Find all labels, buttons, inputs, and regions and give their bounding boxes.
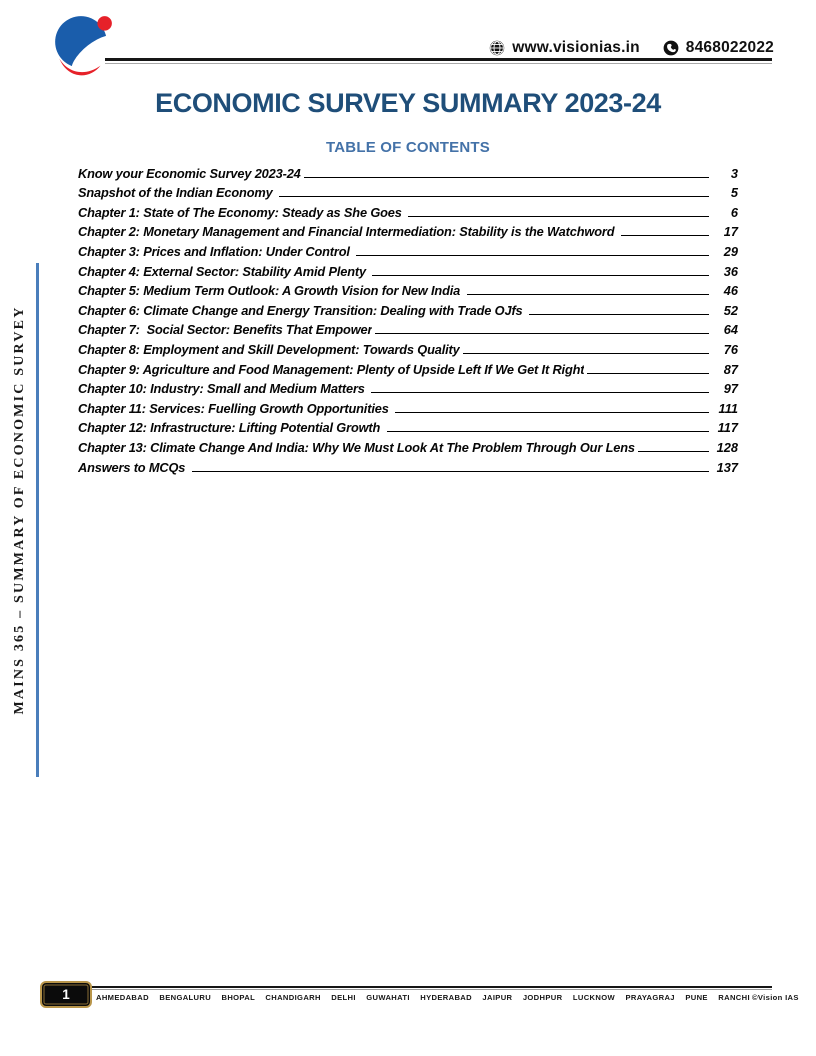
toc-leader-line — [304, 177, 709, 178]
toc-entry[interactable] — [78, 435, 738, 455]
toc-entry-label[interactable]: Chapter 3: Prices and Inflation: Under Control — [78, 243, 354, 259]
toc-entry-page: 17 — [723, 224, 738, 240]
toc-entry-label[interactable]: Chapter 2: Monetary Management and Financial Intermediation: Stability is the Watchword — [78, 224, 618, 240]
page-number: 1 — [62, 987, 70, 1002]
sidebar-vertical-line — [36, 263, 39, 777]
toc-leader-line — [372, 275, 709, 276]
toc-entry[interactable] — [78, 396, 738, 416]
toc-leader-line — [408, 216, 709, 217]
header-contact — [489, 39, 774, 57]
toc-entry-page: 111 — [718, 400, 738, 416]
toc-leader-line — [192, 471, 709, 472]
toc-entry[interactable] — [78, 220, 738, 240]
toc-entry-label[interactable]: Chapter 13: Climate Change And India: Why We Must Look At The Problem Through Our Lens — [78, 439, 635, 455]
toc-entry-label[interactable]: Snapshot of the Indian Economy — [78, 185, 276, 201]
toc-entry[interactable] — [78, 318, 738, 338]
toc-entry-label[interactable]: Chapter 11: Services: Fuelling Growth Opportunities — [78, 400, 393, 416]
toc-entry-page: 29 — [723, 243, 738, 259]
phone-text[interactable]: 8468022022 — [685, 39, 774, 56]
toc-entry-page: 128 — [716, 439, 738, 455]
toc-leader-line — [621, 235, 709, 236]
table-of-contents — [78, 161, 738, 475]
toc-leader-line — [587, 373, 709, 374]
toc-leader-line — [529, 314, 709, 315]
toc-entry-page: 87 — [723, 361, 738, 377]
toc-leader-line — [279, 196, 709, 197]
toc-leader-line — [467, 294, 709, 295]
vision-ias-logo — [54, 12, 112, 78]
toc-entry-label[interactable]: Chapter 5: Medium Term Outlook: A Growth Vision for New India — [78, 283, 464, 299]
header-divider — [105, 58, 772, 64]
page-title: ECONOMIC SURVEY SUMMARY 2023-24 — [155, 88, 661, 118]
globe-icon — [489, 40, 505, 56]
toc-entry[interactable] — [78, 259, 738, 279]
toc-entry[interactable] — [78, 416, 738, 436]
phone-group[interactable] — [663, 39, 774, 57]
toc-leader-line — [463, 353, 709, 354]
toc-entry[interactable] — [78, 200, 738, 220]
toc-heading: TABLE OF CONTENTS — [326, 139, 490, 156]
toc-entry-label[interactable]: Chapter 9: Agriculture and Food Management: Plenty of Upside Left If We Get It Right — [78, 361, 585, 377]
toc-entry-page: 46 — [723, 283, 738, 299]
toc-entry-page: 36 — [723, 263, 738, 279]
toc-entry-page: 6 — [730, 204, 738, 220]
toc-entry-label[interactable]: Know your Economic Survey 2023-24 — [78, 165, 301, 181]
toc-entry[interactable] — [78, 298, 738, 318]
toc-leader-line — [371, 392, 709, 393]
sidebar-vertical-text: MAINS 365 – SUMMARY OF ECONOMIC SURVEY — [12, 305, 27, 715]
toc-entry[interactable] — [78, 455, 738, 475]
copyright-text: ©Vision IAS — [751, 993, 799, 1002]
toc-leader-line — [395, 412, 709, 413]
toc-entry[interactable] — [78, 161, 738, 181]
toc-entry-label[interactable]: Chapter 6: Climate Change and Energy Transition: Dealing with Trade OJfs — [78, 302, 526, 318]
footer-cities — [96, 993, 799, 1002]
toc-entry[interactable] — [78, 181, 738, 201]
toc-entry-page: 97 — [723, 381, 738, 397]
toc-entry-page: 117 — [717, 420, 738, 436]
toc-entry-label[interactable]: Chapter 8: Employment and Skill Development: Towards Quality — [78, 341, 460, 357]
toc-entry-page: 5 — [730, 185, 738, 201]
website-text[interactable]: www.visionias.in — [512, 39, 640, 56]
toc-leader-line — [387, 431, 709, 432]
toc-entry[interactable] — [78, 357, 738, 377]
toc-leader-line — [356, 255, 709, 256]
page-number-badge — [40, 981, 92, 1008]
toc-entry-label[interactable]: Chapter 7: Social Sector: Benefits That Empower — [78, 322, 373, 338]
toc-entry-label[interactable]: Chapter 10: Industry: Small and Medium Matters — [78, 381, 369, 397]
toc-entry-page: 137 — [716, 459, 738, 475]
cities-list: AHMEDABAD BENGALURU BHOPAL CHANDIGARH DELHI GUWAHATI HYDERABAD JAIPUR JODHPUR LUCKNOW PRAYAGRAJ PUNE RANCHI — [96, 993, 750, 1002]
toc-entry[interactable] — [78, 279, 738, 299]
footer-divider — [92, 986, 772, 990]
toc-entry-page: 76 — [723, 341, 738, 357]
toc-entry-label[interactable]: Chapter 12: Infrastructure: Lifting Potential Growth — [78, 420, 384, 436]
website-group[interactable] — [489, 39, 640, 57]
toc-leader-line — [375, 333, 709, 334]
toc-entry-label[interactable]: Answers to MCQs — [78, 459, 189, 475]
toc-leader-line — [638, 451, 709, 452]
toc-entry-label[interactable]: Chapter 1: State of The Economy: Steady as She Goes — [78, 204, 406, 220]
toc-entry-page: 3 — [730, 165, 738, 181]
toc-entry-page: 52 — [723, 302, 738, 318]
toc-entry-page: 64 — [723, 322, 738, 338]
toc-entry[interactable] — [78, 337, 738, 357]
phone-icon — [663, 40, 679, 56]
toc-entry[interactable] — [78, 377, 738, 397]
toc-entry-label[interactable]: Chapter 4: External Sector: Stability Amid Plenty — [78, 263, 370, 279]
toc-entry[interactable] — [78, 239, 738, 259]
